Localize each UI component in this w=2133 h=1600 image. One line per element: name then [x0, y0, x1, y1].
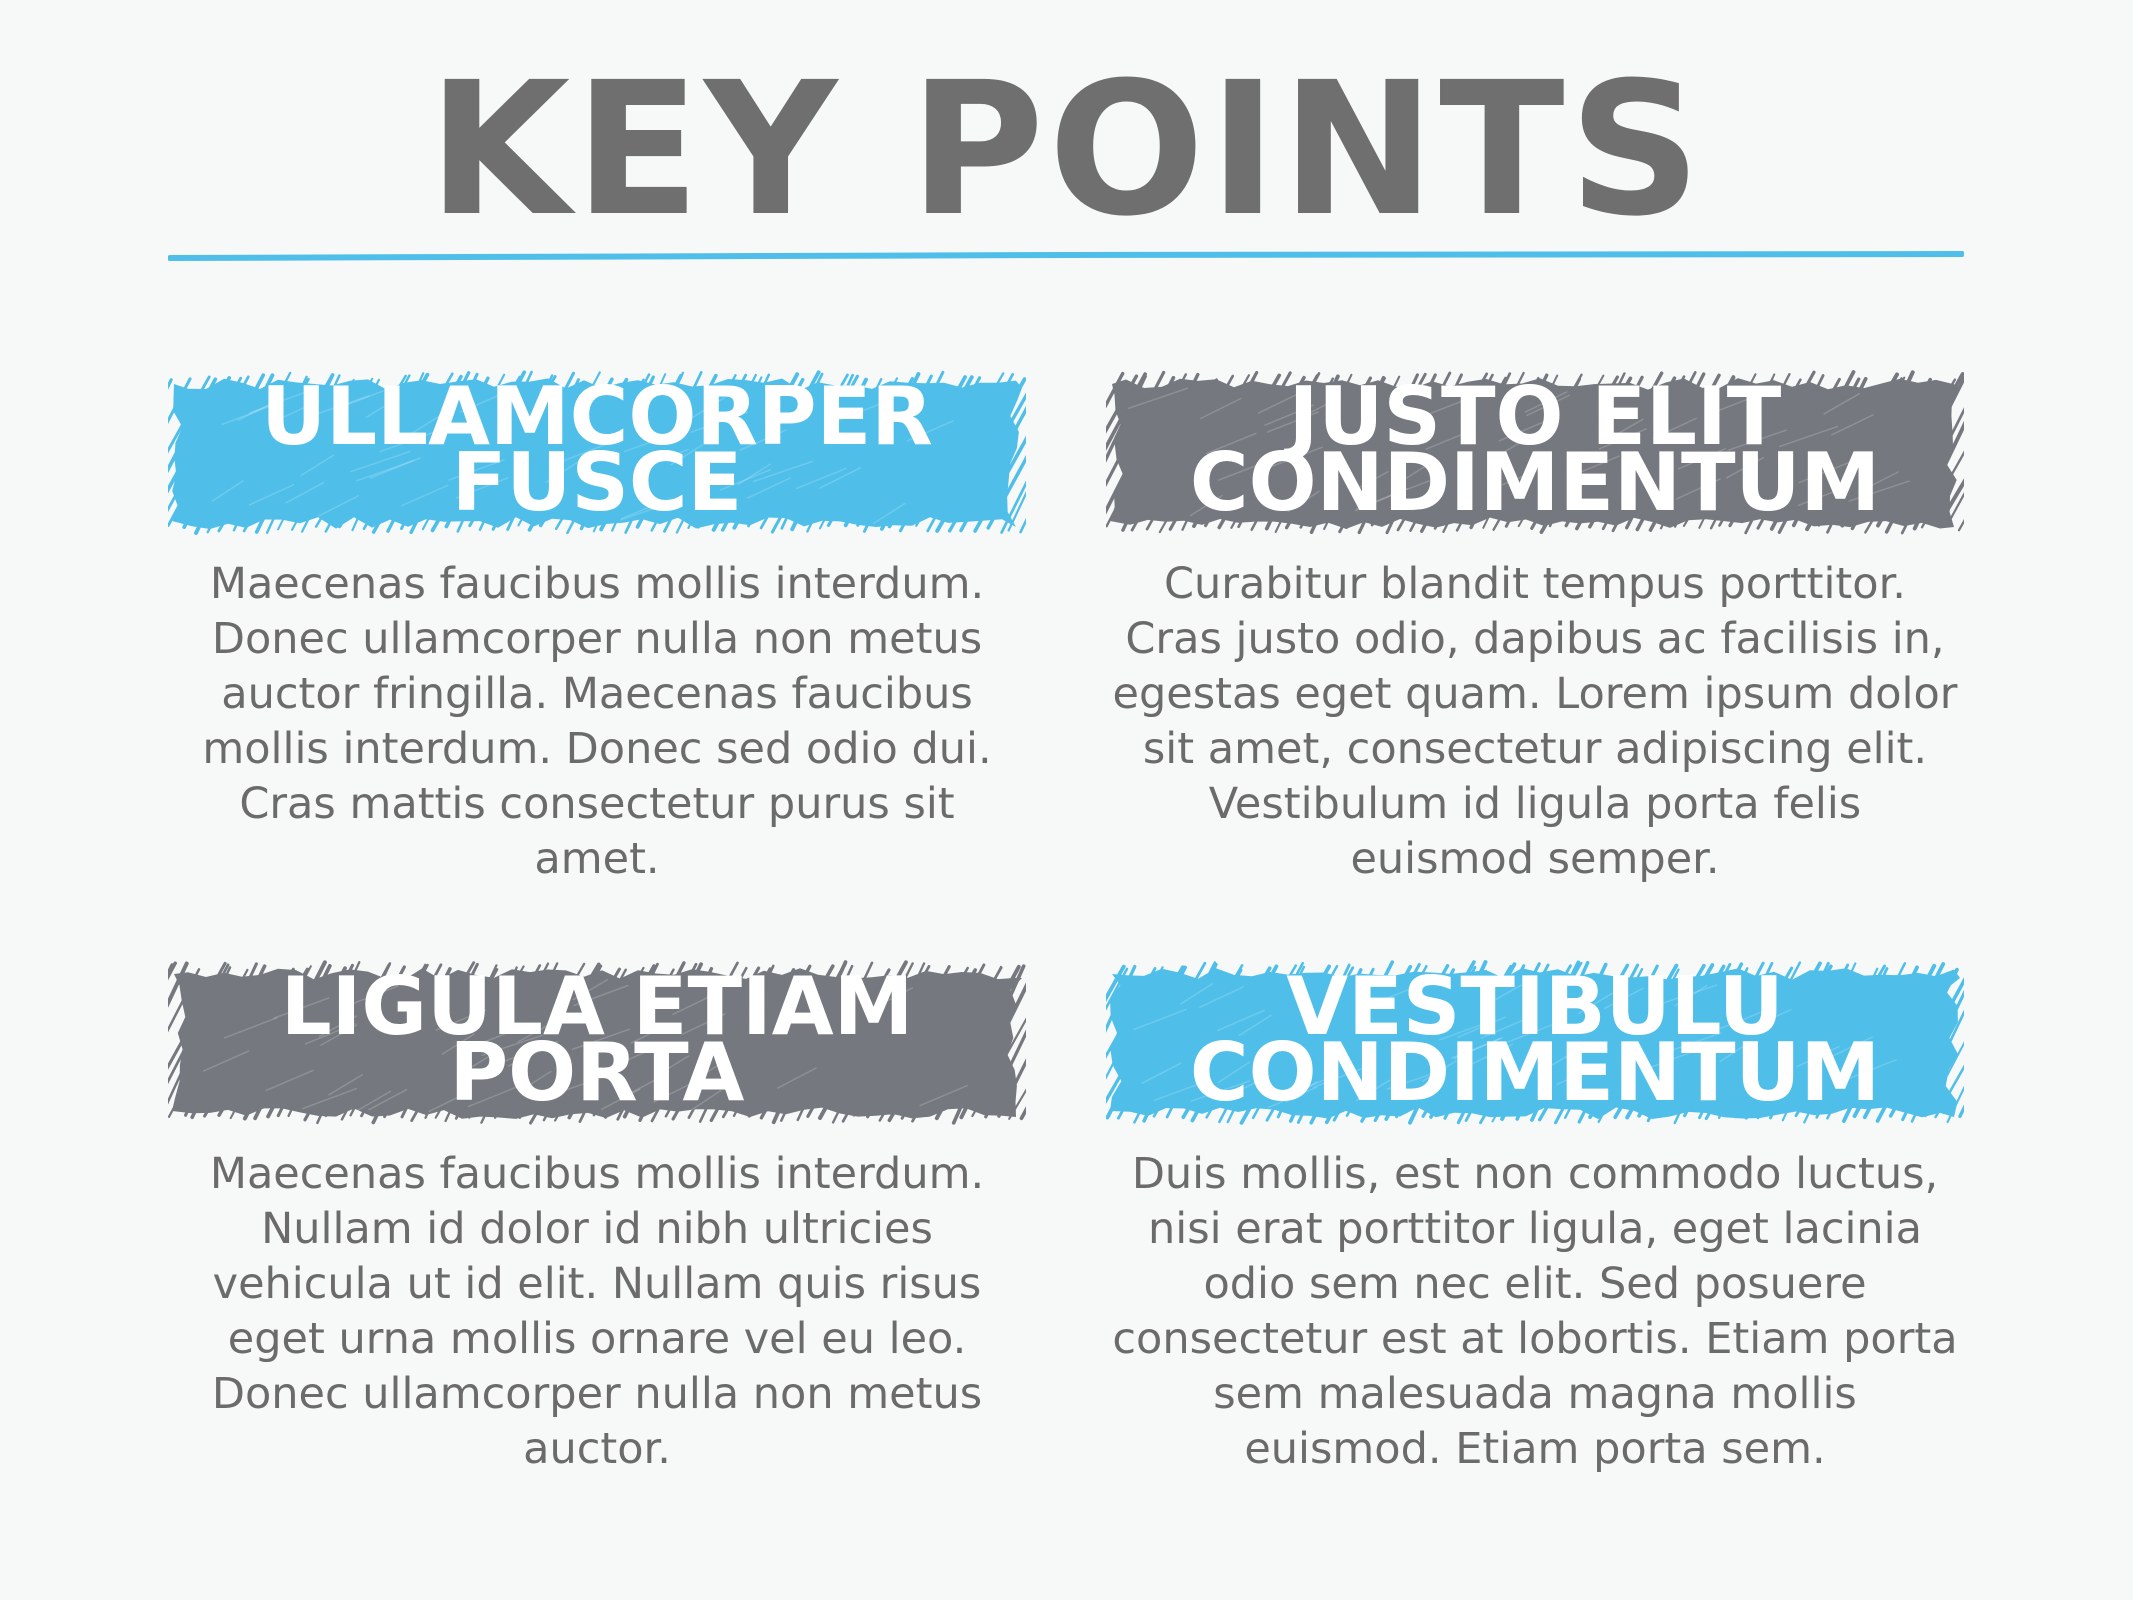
card-body-text: Duis mollis, est non commodo luctus, nisi erat porttitor ligula, eget lacinia odio sem nec elit. Sed posuere consectetur est at lobortis. Etiam porta sem malesuada magna mollis euismod. Etiam porta sem. — [1112, 1149, 1958, 1474]
card-body-text: Curabitur blandit tempus porttitor. Cras justo odio, dapibus ac facilisis in, egestas eget quam. Lorem ipsum dolor sit amet, consectetur adipiscing elit. Vestibulum id ligula porta felis euismod semper. — [1112, 559, 1958, 884]
page-title: KEY POINTS — [427, 43, 1706, 257]
card-heading: JUSTO ELIT CONDIMENTUM — [1189, 370, 1881, 529]
key-point-card-2 — [1106, 370, 1964, 887]
card-heading: VESTIBULU CONDIMENTUM — [1189, 960, 1881, 1119]
card-banner — [1106, 370, 1964, 535]
key-point-card-1 — [168, 370, 1026, 887]
card-banner — [168, 960, 1026, 1125]
card-heading: LIGULA ETIAM PORTA — [280, 960, 914, 1119]
card-body-text: Maecenas faucibus mollis interdum. Nullam id dolor id nibh ultricies vehicula ut id elit. Nullam quis risus eget urna mollis ornare vel eu leo. Donec ullamcorper nulla non metus auctor. — [209, 1149, 985, 1474]
title-underline — [168, 250, 1964, 264]
card-banner — [168, 370, 1026, 535]
card-body-text: Maecenas faucibus mollis interdum. Donec ullamcorper nulla non metus auctor fringilla. Maecenas faucibus mollis interdum. Donec sed odio dui. Cras mattis consectetur purus sit amet. — [202, 559, 992, 884]
key-point-card-4 — [1106, 960, 1964, 1477]
card-banner — [1106, 960, 1964, 1125]
card-heading: ULLAMCORPER FUSCE — [261, 370, 933, 529]
key-point-card-3 — [168, 960, 1026, 1477]
